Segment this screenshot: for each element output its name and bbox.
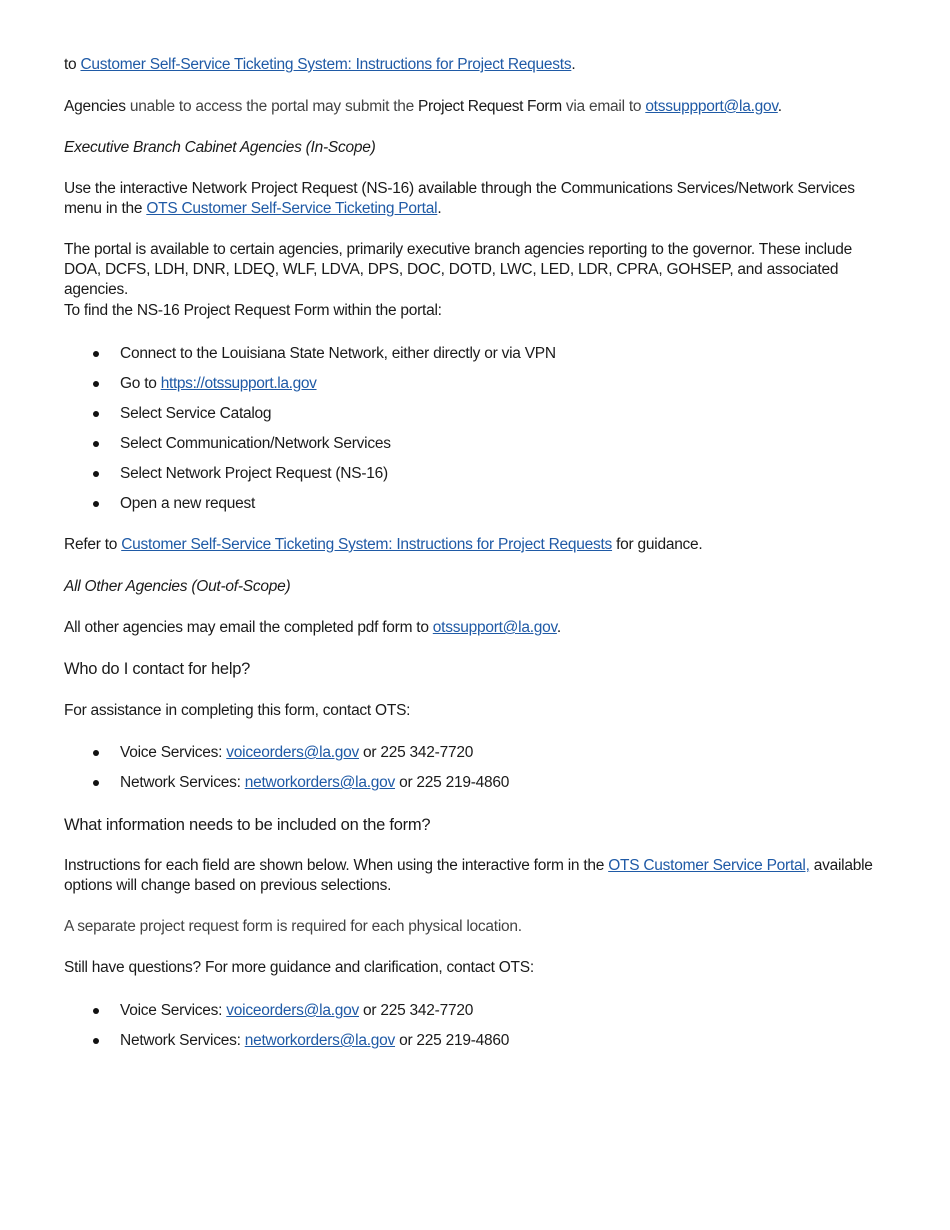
list-item: Network Services: networkorders@la.gov or 225 219-4860	[64, 773, 884, 803]
intro-paragraph: to Customer Self-Service Ticketing System: Instructions for Project Requests.	[64, 56, 576, 73]
list-item: Connect to the Louisiana State Network, either directly or via VPN	[64, 344, 884, 374]
portal-agencies-paragraph: The portal is available to certain agencies, primarily executive branch agencies reporting to the governor. These include DOA, DCFS, LDH, DNR, LDEQ, WLF, LDVA, DPS, DOC, DOTD, LWC, LED, LDR, CPRA, GOHSEP, and associated agencies.	[64, 241, 852, 298]
bullet-icon	[93, 471, 99, 477]
bullet-icon	[93, 501, 99, 507]
instructions-link[interactable]: Customer Self-Service Ticketing System: Instructions for Project Requests	[80, 56, 572, 73]
list-item: Voice Services: voiceorders@la.gov or 225 342-7720	[64, 1001, 884, 1031]
otssupport-url-link[interactable]: https://otssupport.la.gov	[160, 375, 317, 392]
networkorders-email-link-2[interactable]: networkorders@la.gov	[244, 1032, 396, 1049]
help-heading: Who do I contact for help?	[64, 660, 251, 678]
exec-branch-heading: Executive Branch Cabinet Agencies (In-Scope)	[64, 139, 376, 156]
list-item: Select Network Project Request (NS-16)	[64, 464, 884, 494]
ns16-paragraph: Use the interactive Network Project Request (NS-16) available through the Communications Services/Network Services menu in the OTS Customer Self-Service Ticketing Portal.	[64, 180, 855, 217]
other-agencies-paragraph: All other agencies may email the completed pdf form to otssupport@la.gov.	[64, 619, 561, 636]
bullet-icon	[93, 1008, 99, 1014]
bullet-icon	[93, 750, 99, 756]
ots-customer-service-portal-link[interactable]: OTS Customer Service Portal,	[608, 857, 810, 874]
otssuppport-email-link[interactable]: otssuppport@la.gov	[645, 98, 778, 115]
find-form-paragraph: To find the NS-16 Project Request Form within the portal:	[64, 302, 442, 319]
bullet-icon	[93, 1038, 99, 1044]
other-agencies-heading: All Other Agencies (Out-of-Scope)	[64, 578, 291, 595]
contacts-list-2	[64, 1001, 884, 1061]
bullet-icon	[93, 351, 99, 357]
portal-steps-list	[64, 344, 884, 524]
networkorders-email-link[interactable]: networkorders@la.gov	[244, 774, 396, 791]
bullet-icon	[93, 411, 99, 417]
field-instructions-paragraph: Instructions for each field are shown below. When using the interactive form in the OTS Customer Service Portal, available options will change based on previous selections.	[64, 857, 873, 894]
list-item: Select Communication/Network Services	[64, 434, 884, 464]
list-item: Open a new request	[64, 494, 884, 524]
voiceorders-email-link-2[interactable]: voiceorders@la.gov	[226, 1002, 359, 1019]
email-submission-paragraph: Agencies unable to access the portal may submit the Project Request Form via email to otssuppport@la.gov.	[64, 98, 782, 115]
voiceorders-email-link[interactable]: voiceorders@la.gov	[226, 744, 359, 761]
otssupport-email-link[interactable]: otssupport@la.gov	[432, 619, 557, 636]
contacts-list-1	[64, 743, 884, 803]
separate-form-note: A separate project request form is required for each physical location.	[64, 918, 522, 935]
list-item: Network Services: networkorders@la.gov or 225 219-4860	[64, 1031, 884, 1061]
list-item: Voice Services: voiceorders@la.gov or 225 342-7720	[64, 743, 884, 773]
bullet-icon	[93, 780, 99, 786]
ots-portal-link[interactable]: OTS Customer Self-Service Ticketing Portal	[146, 200, 438, 217]
bullet-icon	[93, 381, 99, 387]
refer-paragraph: Refer to Customer Self-Service Ticketing System: Instructions for Project Requests for guidance.	[64, 536, 703, 553]
list-item: Go to https://otssupport.la.gov	[64, 374, 884, 404]
bullet-icon	[93, 441, 99, 447]
instructions-link-2[interactable]: Customer Self-Service Ticketing System: Instructions for Project Requests	[121, 536, 613, 553]
questions-paragraph: Still have questions? For more guidance and clarification, contact OTS:	[64, 959, 534, 976]
form-info-heading: What information needs to be included on the form?	[64, 816, 431, 834]
assistance-paragraph: For assistance in completing this form, contact OTS:	[64, 702, 411, 719]
list-item: Select Service Catalog	[64, 404, 884, 434]
